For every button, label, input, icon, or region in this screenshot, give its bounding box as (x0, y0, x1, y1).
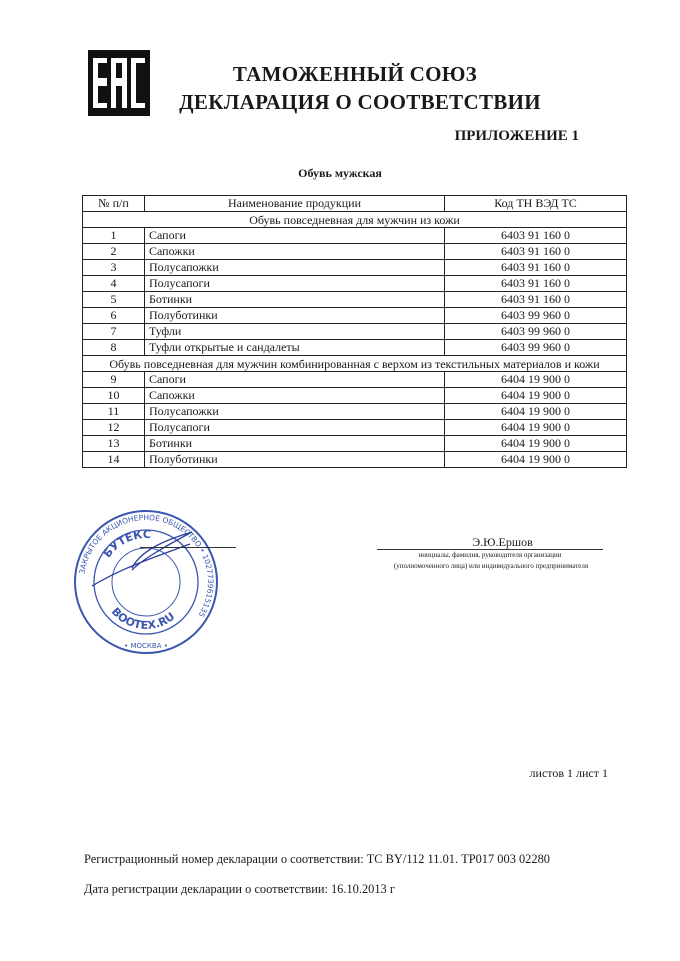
table-row (83, 276, 627, 292)
table-row (83, 452, 627, 468)
table-row (83, 260, 627, 276)
row-number: 6 (83, 308, 145, 324)
hs-code: 6404 19 900 0 (445, 420, 627, 436)
hs-code: 6403 91 160 0 (445, 292, 627, 308)
table-row (83, 308, 627, 324)
hs-code: 6403 99 960 0 (445, 340, 627, 356)
row-number: 8 (83, 340, 145, 356)
product-name: Ботинки (145, 292, 445, 308)
stamp-city-text: • МОСКВА • (124, 642, 168, 650)
product-name: Туфли открытые и сандалеты (145, 340, 445, 356)
column-header-number: № п/п (83, 196, 145, 212)
stamp-brand-text: БУТЕКС (100, 527, 151, 561)
signature-line (140, 547, 236, 548)
hs-code: 6404 19 900 0 (445, 404, 627, 420)
row-number: 1 (83, 228, 145, 244)
document-subtitle: Обувь мужская (298, 166, 382, 180)
stamp-outer-text: ЗАКРЫТОЕ АКЦИОНЕРНОЕ ОБЩЕСТВО • 1027739615135 (77, 512, 216, 619)
table-row (83, 372, 627, 388)
hs-code: 6404 19 900 0 (445, 452, 627, 468)
hs-code: 6403 91 160 0 (445, 244, 627, 260)
product-name: Полуботинки (145, 452, 445, 468)
signer-caption-line2: (уполномоченного лица) или индивидуального предпринимателя (393, 562, 589, 570)
row-number: 10 (83, 388, 145, 404)
row-number: 3 (83, 260, 145, 276)
stamp-site-text: BOOTEX.RU (108, 605, 178, 633)
signer-name: Э.Ю.Ершов (472, 535, 533, 549)
appendix-label: ПРИЛОЖЕНИЕ 1 (454, 128, 579, 144)
table-row (83, 420, 627, 436)
row-number: 12 (83, 420, 145, 436)
hs-code: 6403 91 160 0 (445, 260, 627, 276)
hs-code: 6404 19 900 0 (445, 388, 627, 404)
table-row (83, 388, 627, 404)
row-number: 2 (83, 244, 145, 260)
hs-code: 6404 19 900 0 (445, 372, 627, 388)
product-name: Сапожки (145, 244, 445, 260)
table-row (83, 436, 627, 452)
eac-logo (88, 50, 150, 116)
hs-code: 6403 91 160 0 (445, 228, 627, 244)
table-row (83, 324, 627, 340)
column-header-product-name: Наименование продукции (145, 196, 445, 212)
row-number: 5 (83, 292, 145, 308)
row-number: 7 (83, 324, 145, 340)
hs-code: 6403 91 160 0 (445, 276, 627, 292)
company-stamp (72, 508, 220, 656)
table-section-row (83, 212, 627, 228)
product-name: Туфли (145, 324, 445, 340)
product-name: Полуботинки (145, 308, 445, 324)
product-table (82, 195, 627, 468)
section-title: Обувь повседневная для мужчин из кожи (83, 212, 627, 228)
table-section-row (83, 356, 627, 372)
table-row (83, 244, 627, 260)
signer-underline (377, 549, 603, 550)
table-row (83, 404, 627, 420)
header-declaration-title: ДЕКЛАРАЦИЯ О СООТВЕТСТВИИ (179, 90, 541, 114)
row-number: 9 (83, 372, 145, 388)
product-name: Сапоги (145, 372, 445, 388)
row-number: 14 (83, 452, 145, 468)
column-header-hs-code: Код ТН ВЭД ТС (445, 196, 627, 212)
product-name: Сапоги (145, 228, 445, 244)
table-body (83, 212, 627, 468)
signer-caption-line1: инициалы, фамилия, руководителя организации (418, 551, 562, 559)
product-name: Полусапоги (145, 420, 445, 436)
registration-number: Регистрационный номер декларации о соответствии: ТС BY/112 11.01. ТР017 003 02280 (84, 852, 550, 866)
hs-code: 6403 99 960 0 (445, 324, 627, 340)
hs-code: 6403 99 960 0 (445, 308, 627, 324)
header-customs-union: ТАМОЖЕННЫЙ СОЮЗ (232, 62, 478, 86)
table-header-row (83, 196, 627, 212)
row-number: 13 (83, 436, 145, 452)
hs-code: 6404 19 900 0 (445, 436, 627, 452)
product-name: Полусапоги (145, 276, 445, 292)
row-number: 11 (83, 404, 145, 420)
product-name: Полусапожки (145, 260, 445, 276)
row-number: 4 (83, 276, 145, 292)
product-name: Полусапожки (145, 404, 445, 420)
product-name: Сапожки (145, 388, 445, 404)
table-row (83, 340, 627, 356)
section-title: Обувь повседневная для мужчин комбинированная с верхом из текстильных материалов и кожи (83, 356, 627, 372)
sheet-count: листов 1 лист 1 (529, 766, 608, 780)
product-name: Ботинки (145, 436, 445, 452)
table-row (83, 292, 627, 308)
registration-date: Дата регистрации декларации о соответствии: 16.10.2013 г (84, 882, 395, 896)
table-row (83, 228, 627, 244)
